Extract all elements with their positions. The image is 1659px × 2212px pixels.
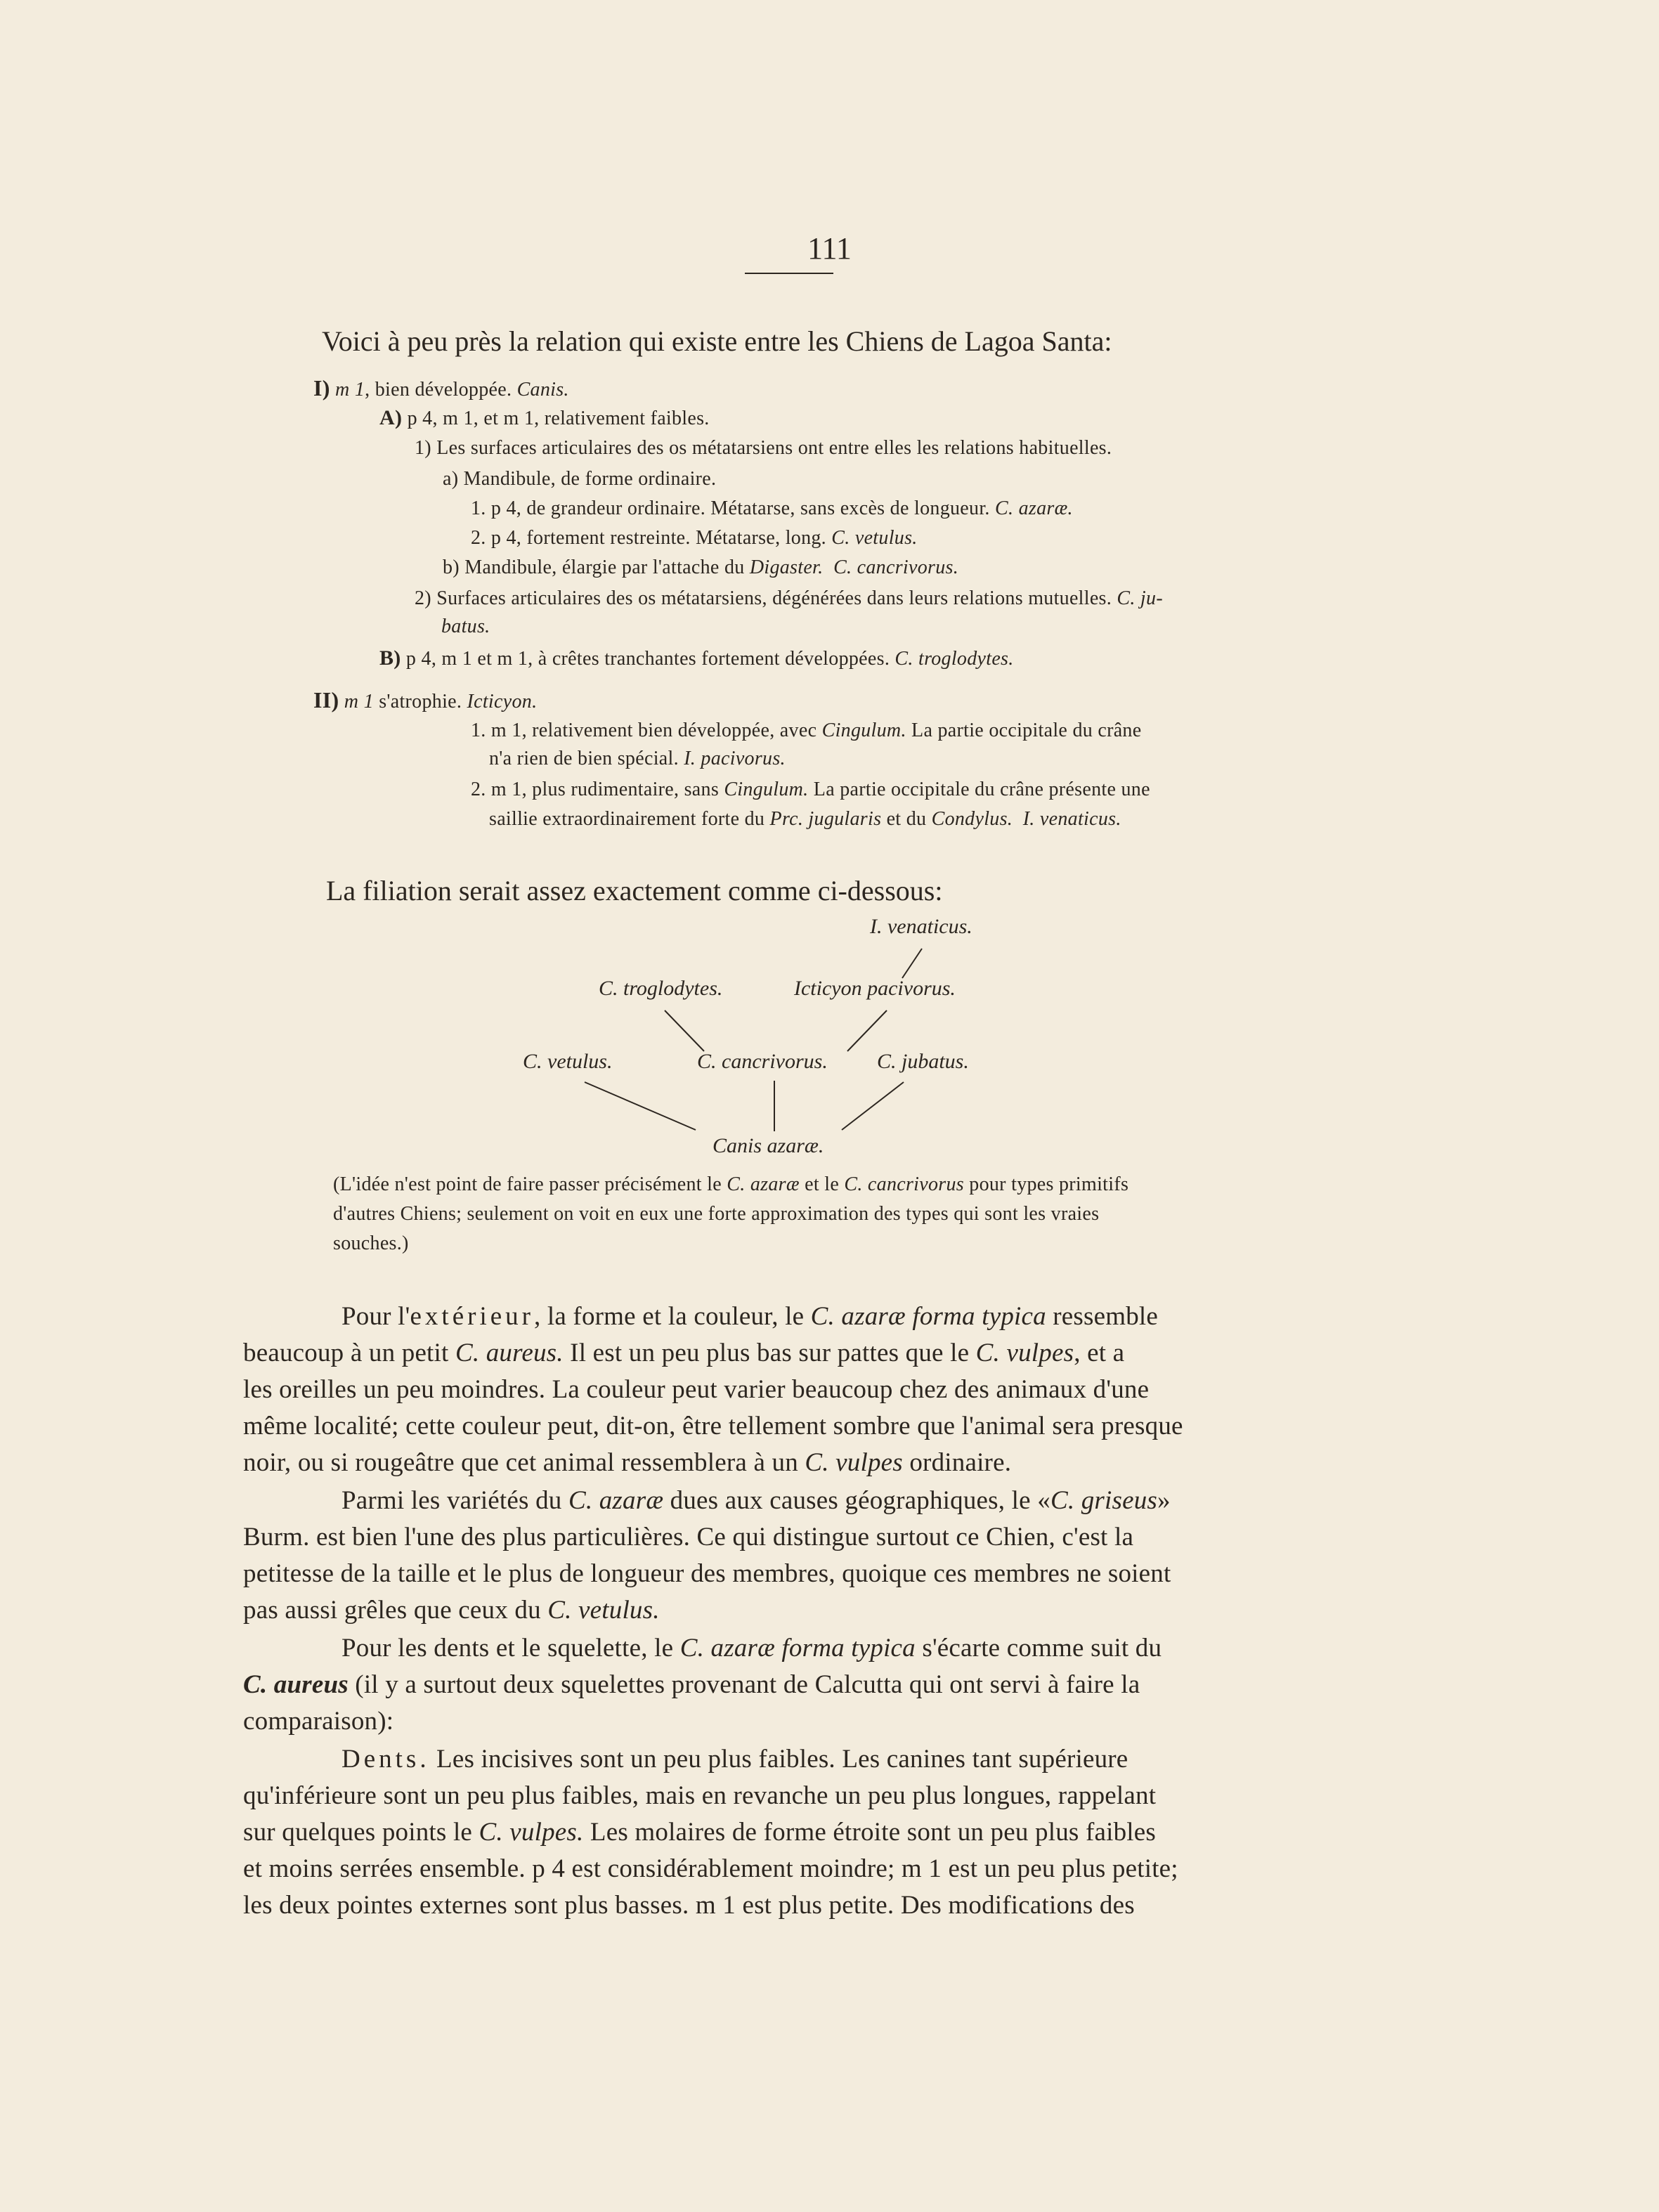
outline-species: C. vetulus. [831, 527, 918, 549]
body-p2-line-2: Burm. est bien l'une des plus particulières. Ce qui distingue surtout ce Chien, c'est la [243, 1523, 1134, 1551]
tree-node-jubatus: C. jubatus. [877, 1050, 969, 1073]
filiation-note-line-2: d'autres Chiens; seulement on voit en eux une forte approximation des types qui sont les vraies [333, 1203, 1100, 1225]
outline-genus: Icticyon. [467, 691, 538, 713]
outline-text: 1. m 1, relativement bien développée, avec [471, 720, 822, 741]
outline-term: Cingulum. [724, 779, 809, 800]
outline-species: C. ju- [1117, 587, 1163, 609]
body-p1-line-2: beaucoup à un petit C. aureus. Il est un peu plus bas sur pattes que le C. vulpes, et a [243, 1339, 1125, 1367]
outline-marker-II: II) [313, 687, 339, 713]
outline-species: C. azaræ. [995, 497, 1073, 519]
outline-text: p 4, m 1, et m 1, relativement faibles. [407, 408, 710, 429]
outline-marker-A: A) [379, 406, 403, 429]
outline-text: 2. m 1, plus rudimentaire, sans [471, 779, 724, 800]
tree-node-pacivorus: Icticyon pacivorus. [794, 977, 956, 1000]
outline-text: et du [881, 808, 932, 830]
outline-species: I. venaticus. [1022, 808, 1121, 830]
body-p3-line-1: Pour les dents et le squelette, le C. azaræ forma typica s'écarte comme suit du [341, 1634, 1162, 1663]
outline-marker-B: B) [379, 646, 401, 670]
tree-node-cancrivorus: C. cancrivorus. [697, 1050, 828, 1073]
outline-item-A1: 1) Les surfaces articulaires des os métatarsiens ont entre elles les relations habituelles. [415, 437, 1112, 459]
body-p2-line-3: petitesse de la taille et le plus de longueur des membres, quoique ces membres ne soient [243, 1559, 1171, 1588]
outline-text: b) Mandibule, élargie par l'attache du [443, 557, 750, 578]
outline-item-Aa: a) Mandibule, de forme ordinaire. [443, 468, 717, 490]
outline-text: 2) Surfaces articulaires des os métatarsiens, dégénérées dans leurs relations mutuelles. [415, 587, 1117, 609]
outline-species: C. troglodytes. [894, 648, 1014, 670]
outline-text: s'atrophie. [373, 691, 467, 713]
outline-text: La partie occipitale du crâne [906, 720, 1142, 741]
body-p1-line-4: même localité; cette couleur peut, dit-on, être tellement sombre que l'animal sera presque [243, 1412, 1183, 1440]
body-p1-line-5: noir, ou si rougeâtre que cet animal ressemblera à un C. vulpes ordinaire. [243, 1448, 1012, 1477]
body-p4-line-2: qu'inférieure sont un peu plus faibles, mais en revanche un peu plus longues, rappelant [243, 1781, 1157, 1810]
outline-text: La partie occipitale du crâne présente une [808, 779, 1150, 800]
outline-text: n'a rien de bien spécial. [489, 748, 684, 769]
page-number: 111 [807, 231, 852, 266]
outline-muscle: Digaster. [749, 557, 824, 578]
outline-genus: Canis. [516, 379, 569, 401]
body-p1-line-1: Pour l'extérieur, la forme et la couleur, le C. azaræ forma typica ressemble [341, 1302, 1159, 1331]
body-p1-line-3: les oreilles un peu moindres. La couleur peut varier beaucoup chez des animaux d'une [243, 1375, 1150, 1404]
outline-intro: Voici à peu près la relation qui existe entre les Chiens de Lagoa Santa: [322, 325, 1112, 357]
filiation-note-line-3: souches.) [333, 1232, 409, 1254]
tree-edge-venaticus-pacivorus [902, 949, 922, 978]
outline-text: saillie extraordinairement forte du [489, 808, 770, 830]
tree-edge-vetulus-azarae [585, 1082, 696, 1130]
tree-edge-pacivorus-cancrivorus [847, 1010, 887, 1051]
outline-term: m 1 [344, 691, 374, 713]
outline-text: , bien développée. [365, 379, 517, 401]
body-p4-line-3: sur quelques points le C. vulpes. Les molaires de forme étroite sont un peu plus faibles [243, 1818, 1156, 1847]
outline-term: Cingulum. [821, 720, 906, 741]
body-p3-line-3: comparaison): [243, 1707, 394, 1736]
tree-edge-troglodytes-cancrivorus [665, 1010, 704, 1051]
tree-node-vetulus: C. vetulus. [523, 1050, 613, 1073]
outline-species: C. cancrivorus. [833, 557, 958, 578]
outline-marker-I: I) [313, 375, 330, 401]
outline-species: batus. [441, 616, 490, 637]
outline-species: I. pacivorus. [684, 748, 786, 769]
outline-text: 1. p 4, de grandeur ordinaire. Métatarse, sans excès de longueur. [471, 497, 995, 519]
body-p4-line-1: Dents. Les incisives sont un peu plus faibles. Les canines tant supérieure [341, 1745, 1128, 1774]
outline-term: Prc. jugularis [769, 808, 882, 830]
outline-text: 2. p 4, fortement restreinte. Métatarse, long. [471, 527, 832, 549]
outline-term: Condylus. [931, 808, 1013, 830]
body-p3-line-2: C. aureus (il y a surtout deux squelettes provenant de Calcutta qui ont servi à faire la [243, 1670, 1140, 1699]
filiation-intro: La filiation serait assez exactement comme ci-dessous: [326, 875, 943, 906]
filiation-note-line-1: (L'idée n'est point de faire passer précisément le C. azaræ et le C. cancrivorus pour types primitifs [333, 1173, 1129, 1195]
tree-node-venaticus: I. venaticus. [870, 915, 972, 938]
body-p2-line-4: pas aussi grêles que ceux du C. vetulus. [243, 1596, 660, 1625]
outline-text: p 4, m 1 et m 1, à crêtes tranchantes fortement développées. [405, 648, 895, 670]
outline-term: m 1 [335, 379, 365, 401]
body-p4-line-5: les deux pointes externes sont plus basses. m 1 est plus petite. Des modifications des [243, 1891, 1135, 1920]
body-p4-line-4: et moins serrées ensemble. p 4 est considérablement moindre; m 1 est un peu plus petite; [243, 1854, 1178, 1883]
tree-node-azarae: Canis azaræ. [713, 1134, 824, 1157]
tree-node-troglodytes: C. troglodytes. [599, 977, 723, 1000]
tree-edge-jubatus-azarae [842, 1082, 904, 1130]
body-p2-line-1: Parmi les variétés du C. azaræ dues aux causes géographiques, le «C. griseus» [341, 1486, 1171, 1515]
